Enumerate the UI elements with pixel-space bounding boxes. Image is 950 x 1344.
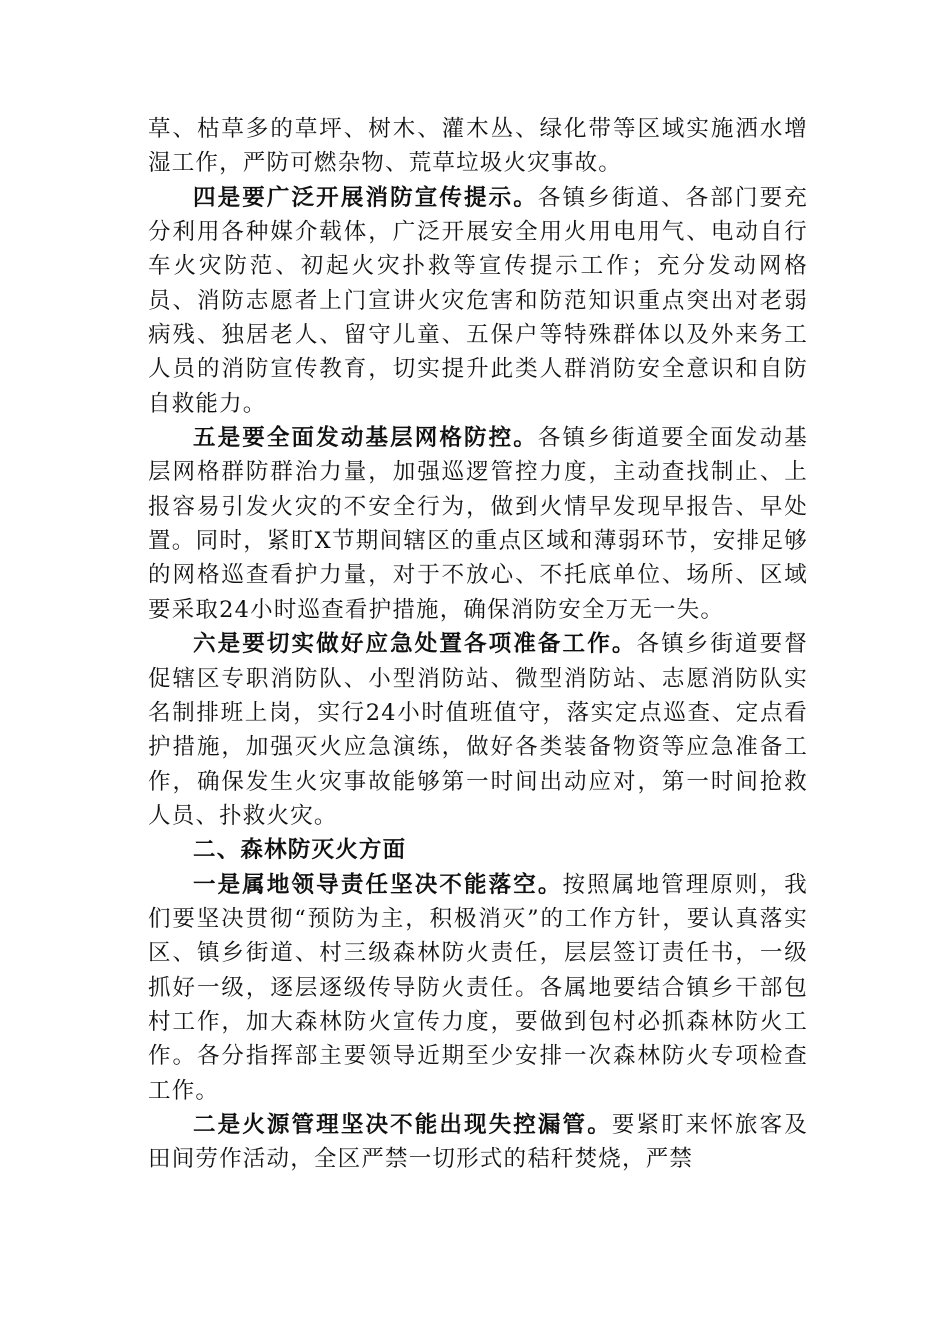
paragraph-lead: 二是火源管理坚决不能出现失控漏管。 <box>193 1111 612 1138</box>
paragraph-lead: 五是要全面发动基层网格防控。 <box>193 425 538 452</box>
paragraph-local-responsibility <box>148 868 808 1108</box>
paragraph-text: 按照属地管理原则，我们要坚决贯彻“预防为主，积极消灭”的工作方针，要认真落实区、镇乡街道、村三级森林防火责任，层层签订责任书，一级抓好一级，逐层逐级传导防火责任。各属地要结合镇乡干部包村工作，加大森林防火宣传力度，要做到包村必抓森林防火工作。各分指挥部主要领导近期至少安排一次森林防火专项检查工作。 <box>148 871 808 1104</box>
paragraph-lead: 四是要广泛开展消防宣传提示。 <box>193 184 538 211</box>
paragraph-text: 草、枯草多的草坪、树木、灌木丛、绿化带等区域实施洒水增湿工作，严防可燃杂物、荒草垃圾火灾事故。 <box>148 116 808 177</box>
paragraph-grid-control <box>148 421 808 627</box>
paragraph-continuation <box>148 112 808 181</box>
paragraph-text: 各镇乡街道要督促辖区专职消防队、小型消防站、微型消防站、志愿消防队实名制排班上岗，实行24小时值班值守，落实定点巡查、定点看护措施，加强灭火应急演练，做好各类装备物资等应急准备工作，确保发生火灾事故能够第一时间出动应对，第一时间抢救人员、扑救火灾。 <box>148 631 808 829</box>
paragraph-text: 各镇乡街道、各部门要充分利用各种媒介载体，广泛开展安全用火用电用气、电动自行车火灾防范、初起火灾扑救等宣传提示工作；充分发动网格员、消防志愿者上门宣讲火灾危害和防范知识重点突出对老弱病残、独居老人、留守儿童、五保户等特殊群体以及外来务工人员的消防宣传教育，切实提升此类人群消防安全意识和自防自救能力。 <box>148 184 808 417</box>
paragraph-publicity <box>148 181 808 421</box>
paragraph-text: 要紧盯来怀旅客及田间劳作活动，全区严禁一切形式的秸秆焚烧，严禁 <box>148 1111 808 1173</box>
paragraph-emergency-prep <box>148 627 808 833</box>
document-body <box>148 112 808 1177</box>
paragraph-lead: 六是要切实做好应急处置各项准备工作。 <box>193 631 637 658</box>
paragraph-text: 各镇乡街道要全面发动基层网格群防群治力量，加强巡逻管控力度，主动查找制止、上报容易引发火灾的不安全行为，做到火情早发现早报告、早处置。同时，紧盯X节期间辖区的重点区域和薄弱环节，安排足够的网格巡查看护力量，对于不放心、不托底单位、场所、区域要采取24小时巡查看护措施，确保消防安全万无一失。 <box>148 425 808 623</box>
section-heading: 二、森林防灭火方面 <box>193 837 407 864</box>
paragraph-fire-source <box>148 1108 808 1177</box>
paragraph-lead: 一是属地领导责任坚决不能落空。 <box>193 871 563 898</box>
